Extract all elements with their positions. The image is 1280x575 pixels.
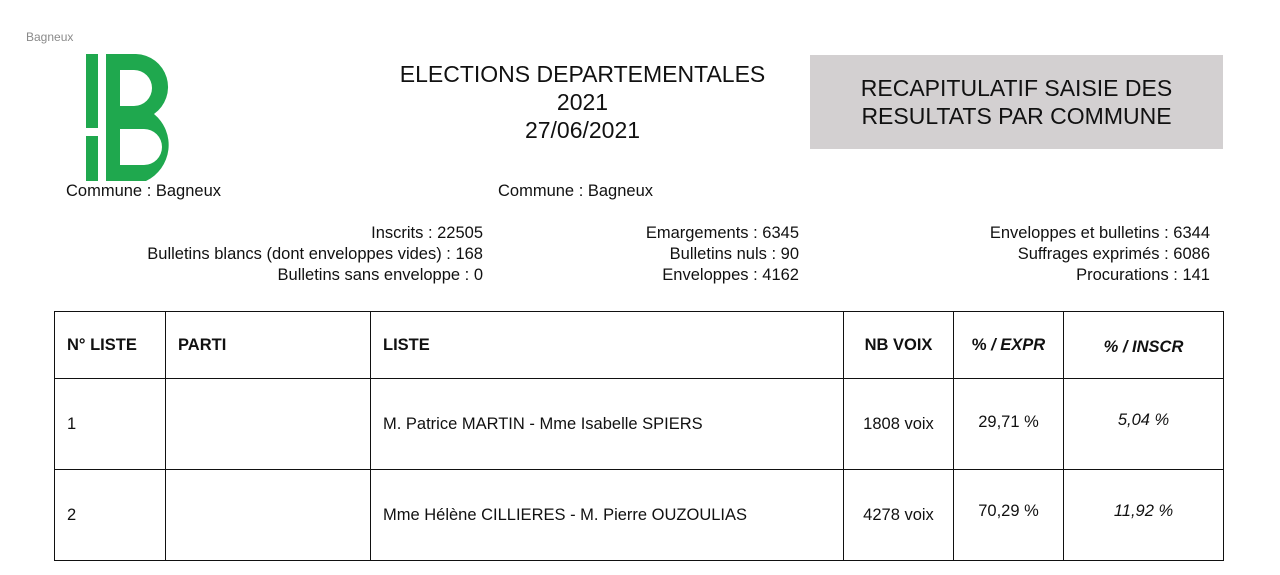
header-num-liste: N° LISTE (55, 312, 166, 379)
cell-pct-inscr: 11,92 % (1064, 470, 1224, 561)
header-liste: LISTE (371, 312, 844, 379)
header-pct-inscr: % / INSCR (1064, 312, 1224, 379)
recap-line-2: RESULTATS PAR COMMUNE (861, 103, 1172, 129)
stats-column-3 (930, 223, 1210, 286)
cell-parti (166, 470, 371, 561)
cell-liste: Mme Hélène CILLIERES - M. Pierre OUZOULIAS (371, 470, 844, 561)
stat-suffrages-exprimes: Suffrages exprimés : 6086 (1017, 245, 1210, 263)
stat-enveloppes-et-bulletins: Enveloppes et bulletins : 6344 (989, 224, 1210, 242)
stats-column-2 (570, 223, 799, 286)
cell-pct-expr: 70,29 % (954, 470, 1064, 561)
election-title (370, 60, 795, 144)
stat-inscrits: Inscrits : 22505 (371, 224, 483, 242)
header-pct-expr (954, 312, 1064, 379)
header-nb-voix: NB VOIX (844, 312, 954, 379)
results-table (54, 311, 1224, 561)
stat-enveloppes: Enveloppes : 4162 (662, 266, 799, 284)
header-parti: PARTI (166, 312, 371, 379)
cell-voix: 4278 voix (844, 470, 954, 561)
stat-bulletins-blancs: Bulletins blancs (dont enveloppes vides) : 168 (147, 245, 483, 263)
cell-parti (166, 379, 371, 470)
cell-pct-expr: 29,71 % (954, 379, 1064, 470)
cell-liste: M. Patrice MARTIN - Mme Isabelle SPIERS (371, 379, 844, 470)
title-year: 2021 (556, 89, 609, 115)
logo-stem-bottom (86, 136, 98, 181)
logo-stem-top (86, 54, 98, 128)
header-pct-expr-label: / EXPR (991, 335, 1046, 354)
cell-num: 1 (55, 379, 166, 470)
cell-num: 2 (55, 470, 166, 561)
stat-bulletins-nuls: Bulletins nuls : 90 (669, 245, 799, 263)
table-header-row (55, 312, 1224, 379)
logo-bowls (106, 54, 169, 181)
header-town: Bagneux (26, 30, 74, 44)
recap-box (810, 55, 1223, 149)
stat-emargements: Emargements : 6345 (645, 224, 799, 242)
stat-procurations: Procurations : 141 (1076, 266, 1210, 284)
title-date: 27/06/2021 (524, 117, 641, 143)
table-row (55, 470, 1224, 561)
cell-voix: 1808 voix (844, 379, 954, 470)
stats-column-1 (90, 223, 483, 286)
table-row (55, 379, 1224, 470)
commune-left: Commune : Bagneux (66, 182, 222, 200)
stat-bulletins-sans-enveloppe: Bulletins sans enveloppe : 0 (277, 266, 483, 284)
title-line-1: ELECTIONS DEPARTEMENTALES (399, 61, 766, 87)
bagneux-logo (84, 54, 188, 182)
header-pct-expr-sign: % (971, 335, 992, 354)
recap-line-1: RECAPITULATIF SAISIE DES (860, 75, 1173, 101)
cell-pct-inscr: 5,04 % (1064, 379, 1224, 470)
commune-center: Commune : Bagneux (498, 182, 654, 200)
